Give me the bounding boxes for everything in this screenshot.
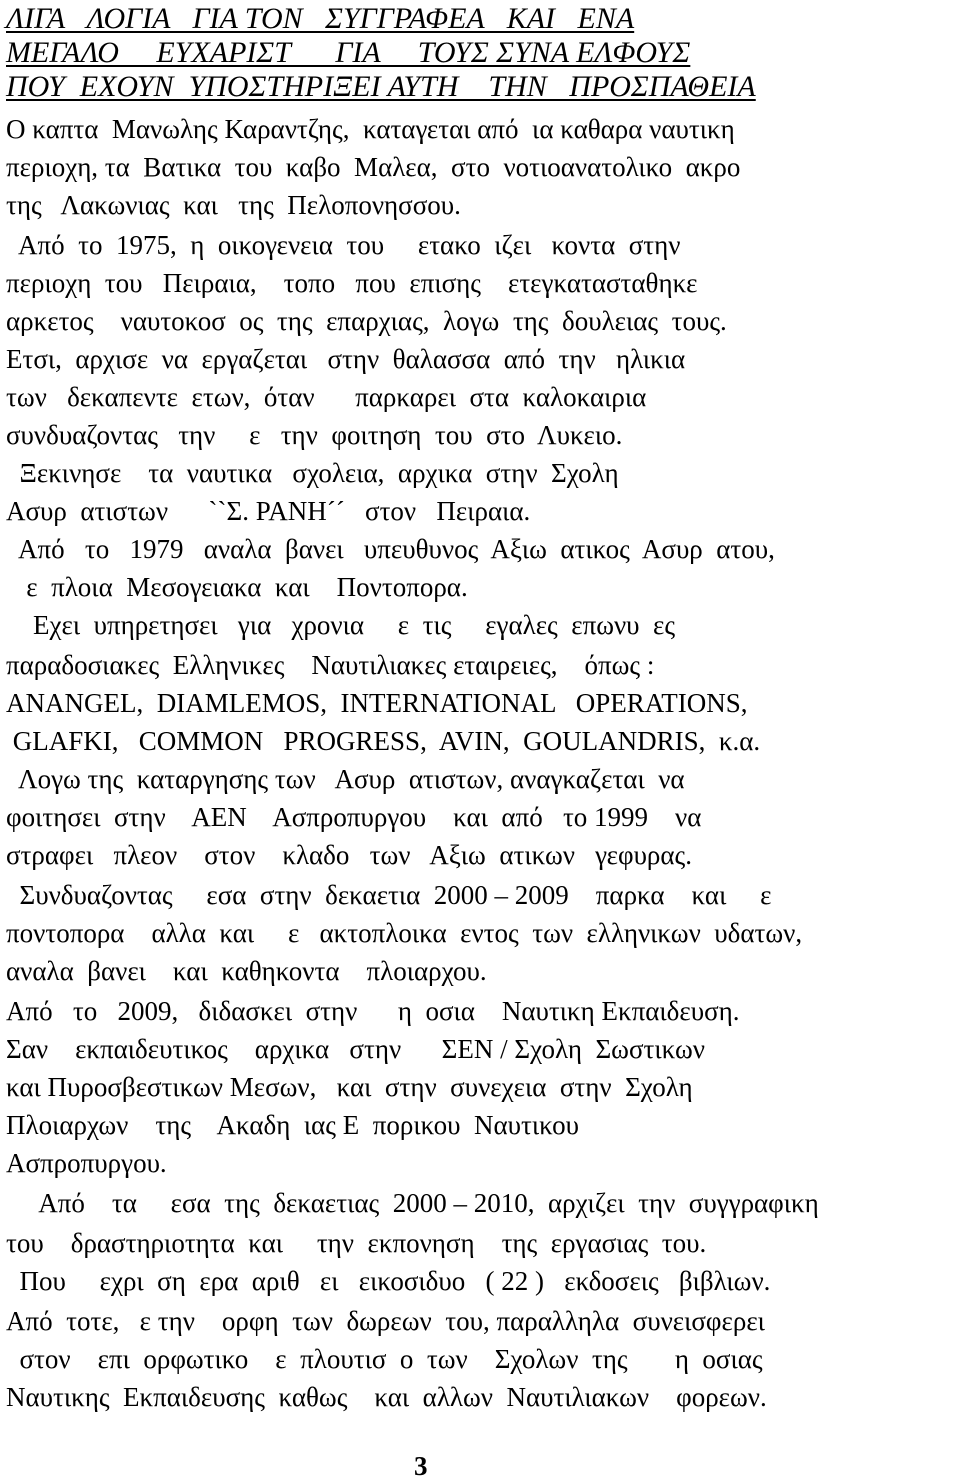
body-line: αρκετος ναυτοκοσ ος της επαρχιας, λογω της δουλειας τους. (6, 306, 727, 336)
body-line: αναλα βανει και καθηκοντα πλοιαρχου. (6, 956, 487, 986)
body-line: Που εχρι ση ερα αριθ ει εικοσιδυο ( 22 ) εκδοσεις βιβλιων. (6, 1266, 771, 1296)
heading-line (6, 2, 956, 35)
body-line: Από τα εσα της δεκαετιας 2000 – 2010, αρχιζει την συγγραφικη (6, 1188, 819, 1218)
body-line: περιοχη του Πειραια, τοπο που επισης ετεγκατασταθηκε (6, 268, 698, 298)
body-line: του δραστηριοτητα και την εκπονηση της εργασιας του. (6, 1228, 707, 1258)
body-line: της Λακωνιας και της Πελοπονησσου. (6, 190, 461, 220)
body-line: συνδυαζοντας την ε την φοιτηση του στο Λυκειο. (6, 420, 623, 450)
body-line: Ασυρ ατιστων ``Σ. ΡΑΝΗ´´ στον Πειραια. (6, 496, 531, 526)
body-line: Ναυτικης Εκπαιδευσης καθως και αλλων Ναυτιλιακων φορεων. (6, 1382, 767, 1412)
body-line: Από το 1979 αναλα βανει υπευθυνος Αξιω ατικος Ασυρ ατου, (6, 534, 775, 564)
body-line: GLAFKI, COMMON PROGRESS, AVIN, GOULANDRIS, κ.α. (6, 726, 761, 756)
heading-line (6, 70, 956, 103)
heading-line-text: ΛΙΓΑ ΛΟΓΙΑ ΓΙΑ ΤΟΝ ΣΥΓΓΡΑΦΕΑ ΚΑΙ ΕΝΑ (6, 2, 635, 35)
body-line: Σαν εκπαιδευτικος αρχικα στην ΣΕΝ / Σχολη Σωστικων (6, 1034, 705, 1064)
body-line: Ασπροπυργου. (6, 1148, 167, 1178)
body-line: ε πλοια Μεσογειακα και Ποντοπορα. (6, 572, 468, 602)
body-line: Ο καπτα Μανωλης Καραντζης, καταγεται από ια καθαρα ναυτικη (6, 114, 735, 144)
body-line: Από το 1975, η οικογενεια του ετακο ιζει κοντα στην (6, 230, 681, 260)
heading-line-text: ΜΕΓΑΛΟ ΕΥΧΑΡΙΣΤ ΓΙΑ ΤΟΥΣ ΣΥΝΑ ΕΛΦΟΥΣ (6, 36, 691, 69)
body-line: ANANGEL, DIAMLEMOS, INTERNATIONAL OPERATIONS, (6, 688, 748, 718)
body-line: παραδοσιακες Ελληνικες Ναυτιλιακες εταιρειες, όπως : (6, 650, 655, 680)
body-line: και Πυροσβεστικων Μεσων, και στην συνεχεια στην Σχολη (6, 1072, 693, 1102)
body-line: ποντοπορα αλλα και ε ακτοπλοικα εντος των ελληνικων υδατων, (6, 918, 803, 948)
body-line: Εχει υπηρετησει για χρονια ε τις εγαλες επωνυ ες (6, 610, 676, 640)
body-line: περιοχη, τα Βατικα του καβο Μαλεα, στο νοτιοανατολικο ακρο (6, 152, 741, 182)
body-line: στον επι ορφωτικο ε πλουτισ ο των Σχολων της η οσιας (6, 1344, 763, 1374)
body-line: των δεκαπεντε ετων, όταν παρκαρει στα καλοκαιρια (6, 382, 647, 412)
body-line: Πλοιαρχων της Ακαδη ιας Ε πορικου Ναυτικου (6, 1110, 579, 1140)
body-line: Λογω της καταργησης των Ασυρ ατιστων, αναγκαζεται να (6, 764, 685, 794)
body-line: Ετσι, αρχισε να εργαζεται στην θαλασσα από την ηλικια (6, 344, 686, 374)
body-line: στραφει πλεον στον κλαδο των Αξιω ατικων γεφυρας. (6, 840, 692, 870)
page-number: 3 (414, 1451, 428, 1481)
body-line: φοιτησει στην ΑΕΝ Ασπροπυργου και από το 1999 να (6, 802, 702, 832)
body-line: Από το 2009, διδασκει στην η οσια Ναυτικη Εκπαιδευση. (6, 996, 740, 1026)
body-line: Από τοτε, ε την ορφη των δωρεων του, παραλληλα συνεισφερει (6, 1306, 765, 1336)
heading-line (6, 36, 956, 69)
heading-line-text: ΠΟΥ ΕΧΟΥΝ ΥΠΟΣΤΗΡΙΞΕΙ ΑΥΤΗ ΤΗΝ ΠΡΟΣΠΑΘΕΙΑ (6, 70, 756, 103)
body-line: Συνδυαζοντας εσα στην δεκαετια 2000 – 2009 παρκα και ε (6, 880, 772, 910)
body-line: Ξεκινησε τα ναυτικα σχολεια, αρχικα στην Σχολη (6, 458, 619, 488)
